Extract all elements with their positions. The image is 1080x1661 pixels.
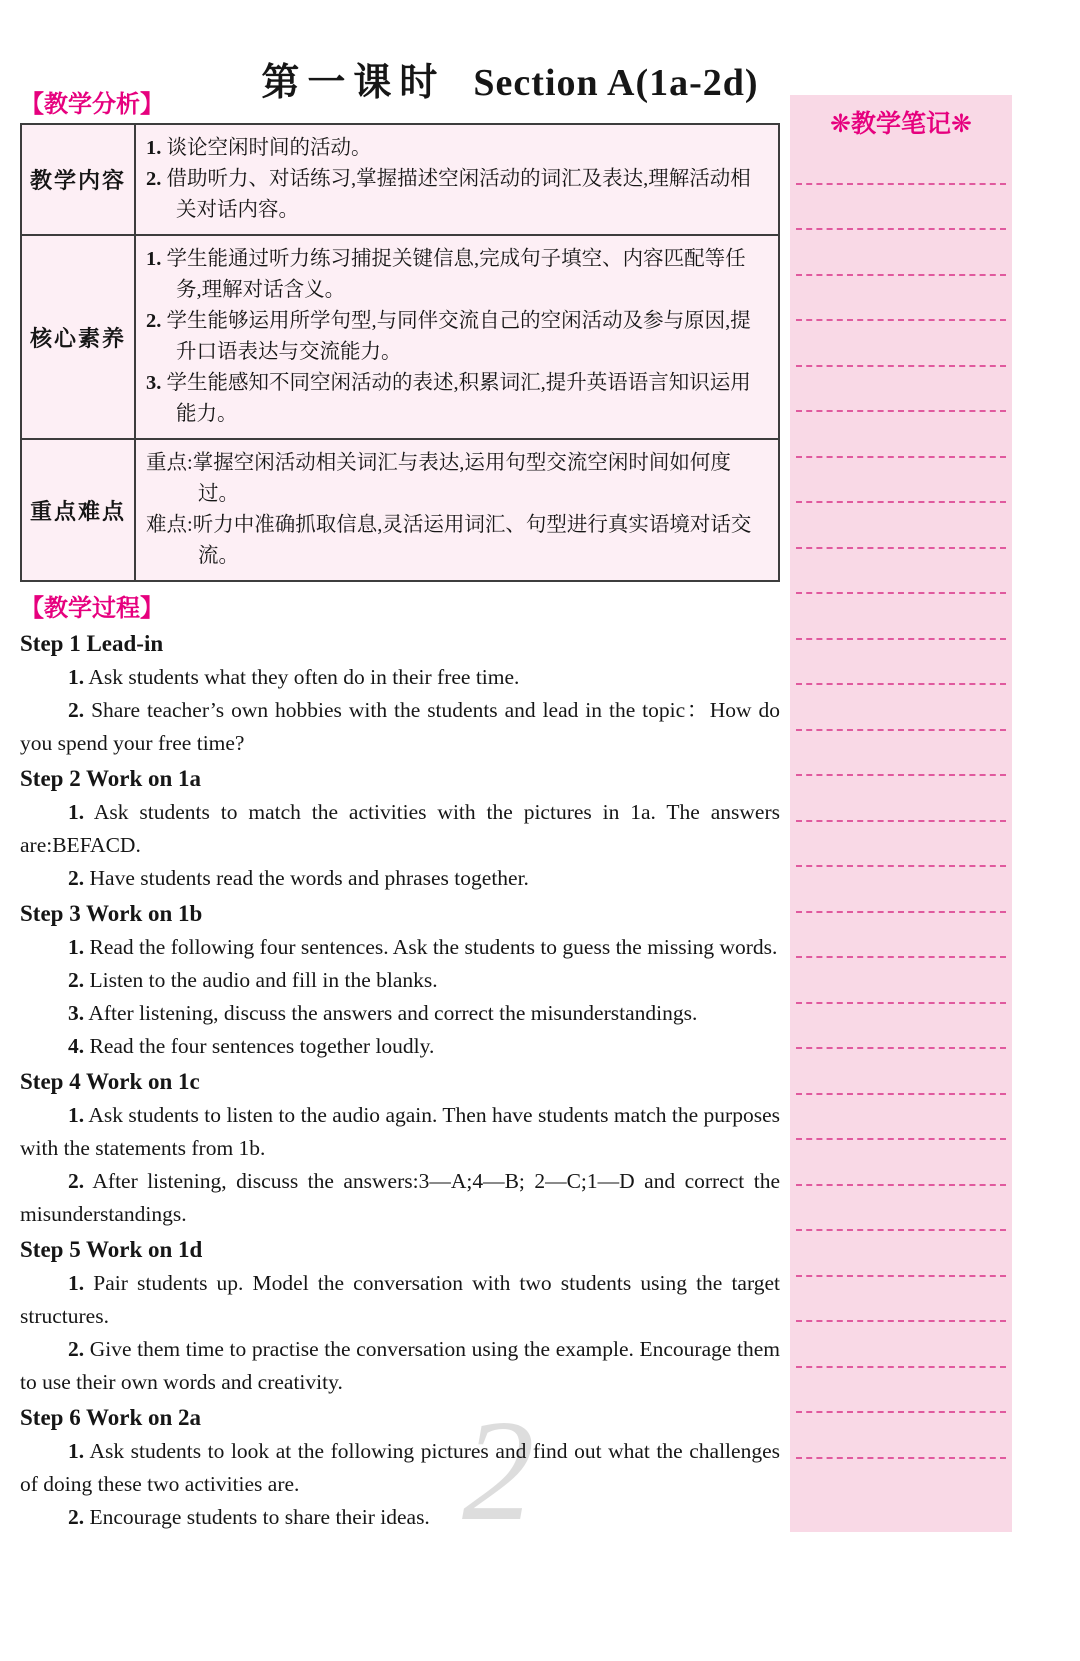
analysis-item-text: 学生能通过听力练习捕捉关键信息,完成句子填空、内容匹配等任务,理解对话含义。 <box>166 248 746 301</box>
step-item <box>20 931 780 964</box>
step-item-text: Ask students to match the activities with the pictures in 1a. The answers are:BEFACD. <box>20 800 780 857</box>
analysis-item-number: 1. <box>146 248 162 270</box>
analysis-item-text: 谈论空闲时间的活动。 <box>166 137 372 159</box>
step-item-text: Encourage students to share their ideas. <box>89 1505 430 1529</box>
analysis-item-number: 3. <box>146 372 162 394</box>
note-line <box>796 1322 1006 1368</box>
note-line <box>796 276 1006 322</box>
step-item-number: 4. <box>68 1034 85 1058</box>
step-item <box>20 1165 780 1231</box>
note-line <box>796 913 1006 959</box>
analysis-item-text: 听力中准确抓取信息,灵活运用词汇、句型进行真实语境对话交流。 <box>192 514 752 567</box>
analysis-item <box>146 306 768 368</box>
note-line <box>796 321 1006 367</box>
analysis-table-row <box>21 235 779 439</box>
step-item <box>20 1099 780 1165</box>
teaching-process-section <box>20 594 780 1534</box>
step-item-number: 2. <box>68 1337 85 1361</box>
analysis-table-row <box>21 124 779 235</box>
analysis-item-number: 1. <box>146 137 162 159</box>
notes-lines-area <box>790 139 1012 1459</box>
note-line <box>796 1004 1006 1050</box>
analysis-item-text: 借助听力、对话练习,掌握描述空闲活动的词汇及表达,理解活动相关对话内容。 <box>166 168 751 221</box>
step-item-text: Give them time to practise the conversation using the example. Encourage them to use their own words and creativity. <box>20 1337 781 1394</box>
step-item <box>20 997 780 1030</box>
note-line <box>796 1140 1006 1186</box>
note-line <box>796 1368 1006 1414</box>
analysis-row-label: 重点难点 <box>21 439 135 581</box>
notes-sidebar-header: ❋教学笔记❋ <box>830 110 972 138</box>
note-line <box>796 594 1006 640</box>
step-item <box>20 1267 780 1333</box>
step-item <box>20 964 780 997</box>
step-item-text: Read the following four sentences. Ask the students to guess the missing words. <box>89 935 778 959</box>
step-item-number: 1. <box>68 1439 85 1463</box>
step-item-number: 3. <box>68 1001 85 1025</box>
analysis-item-number: 2. <box>146 168 162 190</box>
step-item-number: 1. <box>68 800 85 824</box>
step-item-number: 2. <box>68 698 85 722</box>
note-line <box>796 1413 1006 1459</box>
step-item-number: 1. <box>68 935 85 959</box>
analysis-item-number: 2. <box>146 310 162 332</box>
note-line <box>796 1231 1006 1277</box>
step-title: Step 5 Work on 1d <box>20 1237 203 1262</box>
step-title: Step 6 Work on 2a <box>20 1405 202 1430</box>
step-item <box>20 862 780 895</box>
step-item-text: Have students read the words and phrases together. <box>89 866 529 890</box>
step-item-text: Ask students what they often do in their free time. <box>88 665 520 689</box>
note-line <box>796 230 1006 276</box>
process-section-header: 【教学过程】 <box>20 595 164 622</box>
step-item-text: Ask students to listen to the audio again. Then have students match the purposes with the statements from 1b. <box>20 1103 780 1160</box>
analysis-row-content <box>135 439 779 581</box>
page-title-chinese: 第一课时 <box>261 62 446 105</box>
step-item <box>20 661 780 694</box>
note-line <box>796 1186 1006 1232</box>
step-item-text: After listening, discuss the answers and correct the misunderstandings. <box>88 1001 698 1025</box>
teaching-notes-sidebar <box>790 95 1012 1532</box>
analysis-item <box>146 448 768 510</box>
note-line <box>796 458 1006 504</box>
note-line <box>796 1095 1006 1141</box>
analysis-item-text: 学生能够运用所学句型,与同伴交流自己的空闲活动及参与原因,提升口语表达与交流能力。 <box>166 310 751 363</box>
analysis-item <box>146 368 768 430</box>
step-item-number: 1. <box>68 1271 85 1295</box>
teaching-steps <box>20 627 780 1534</box>
step-title: Step 4 Work on 1c <box>20 1069 200 1094</box>
analysis-row-label: 教学内容 <box>21 124 135 235</box>
analysis-row-content <box>135 235 779 439</box>
step-item <box>20 1030 780 1063</box>
analysis-item <box>146 133 768 164</box>
analysis-item-text: 掌握空闲活动相关词汇与表达,运用句型交流空闲时间如何度过。 <box>192 452 731 505</box>
step-item <box>20 1435 780 1501</box>
step-item <box>20 1501 780 1534</box>
step-item <box>20 796 780 862</box>
step-item-number: 2. <box>68 968 85 992</box>
note-line <box>796 503 1006 549</box>
analysis-item <box>146 164 768 226</box>
analysis-item-number: 重点: <box>146 452 193 474</box>
note-line <box>796 731 1006 777</box>
step-title: Step 2 Work on 1a <box>20 766 202 791</box>
step-item-text: After listening, discuss the answers:3—A;4—B; 2—C;1—D and correct the misunderstandings. <box>20 1169 780 1226</box>
step-item-text: Share teacher’s own hobbies with the students and lead in the topic：How do you spend your free time? <box>20 698 781 755</box>
note-line <box>796 685 1006 731</box>
page-number-watermark: 2 <box>462 1391 535 1551</box>
step-item-text: Listen to the audio and fill in the blanks. <box>89 968 438 992</box>
note-line <box>796 958 1006 1004</box>
step-item-number: 2. <box>68 1505 85 1529</box>
analysis-section-header: 【教学分析】 <box>20 91 164 118</box>
step-item-text: Ask students to look at the following pictures and find out what the challenges of doing these two activities are. <box>20 1439 780 1496</box>
note-line <box>796 776 1006 822</box>
step-item-text: Pair students up. Model the conversation with two students using the target structures. <box>20 1271 780 1328</box>
note-line <box>796 867 1006 913</box>
note-line <box>796 1277 1006 1323</box>
note-line <box>796 412 1006 458</box>
step-title: Step 3 Work on 1b <box>20 901 203 926</box>
analysis-table-row <box>21 439 779 581</box>
teaching-analysis-table <box>20 123 780 582</box>
step-item-number: 2. <box>68 1169 85 1193</box>
note-line <box>796 549 1006 595</box>
note-line <box>796 139 1006 185</box>
step-item-number: 2. <box>68 866 85 890</box>
note-line <box>796 185 1006 231</box>
analysis-item-number: 难点: <box>146 514 193 536</box>
analysis-row-content <box>135 124 779 235</box>
step-item-number: 1. <box>68 1103 85 1127</box>
page-title-section: Section A(1a-2d) <box>473 62 759 105</box>
step-item <box>20 1333 780 1399</box>
analysis-item-text: 学生能感知不同空闲活动的表述,积累词汇,提升英语语言知识运用能力。 <box>166 372 751 425</box>
step-title: Step 1 Lead-in <box>20 631 164 656</box>
note-line <box>796 822 1006 868</box>
note-line <box>796 367 1006 413</box>
step-item-number: 1. <box>68 665 85 689</box>
analysis-item <box>146 510 768 572</box>
step-item-text: Read the four sentences together loudly. <box>89 1034 435 1058</box>
step-item <box>20 694 780 760</box>
analysis-item <box>146 244 768 306</box>
note-line <box>796 1049 1006 1095</box>
main-content-column <box>20 90 780 1534</box>
analysis-row-label: 核心素养 <box>21 235 135 439</box>
note-line <box>796 640 1006 686</box>
